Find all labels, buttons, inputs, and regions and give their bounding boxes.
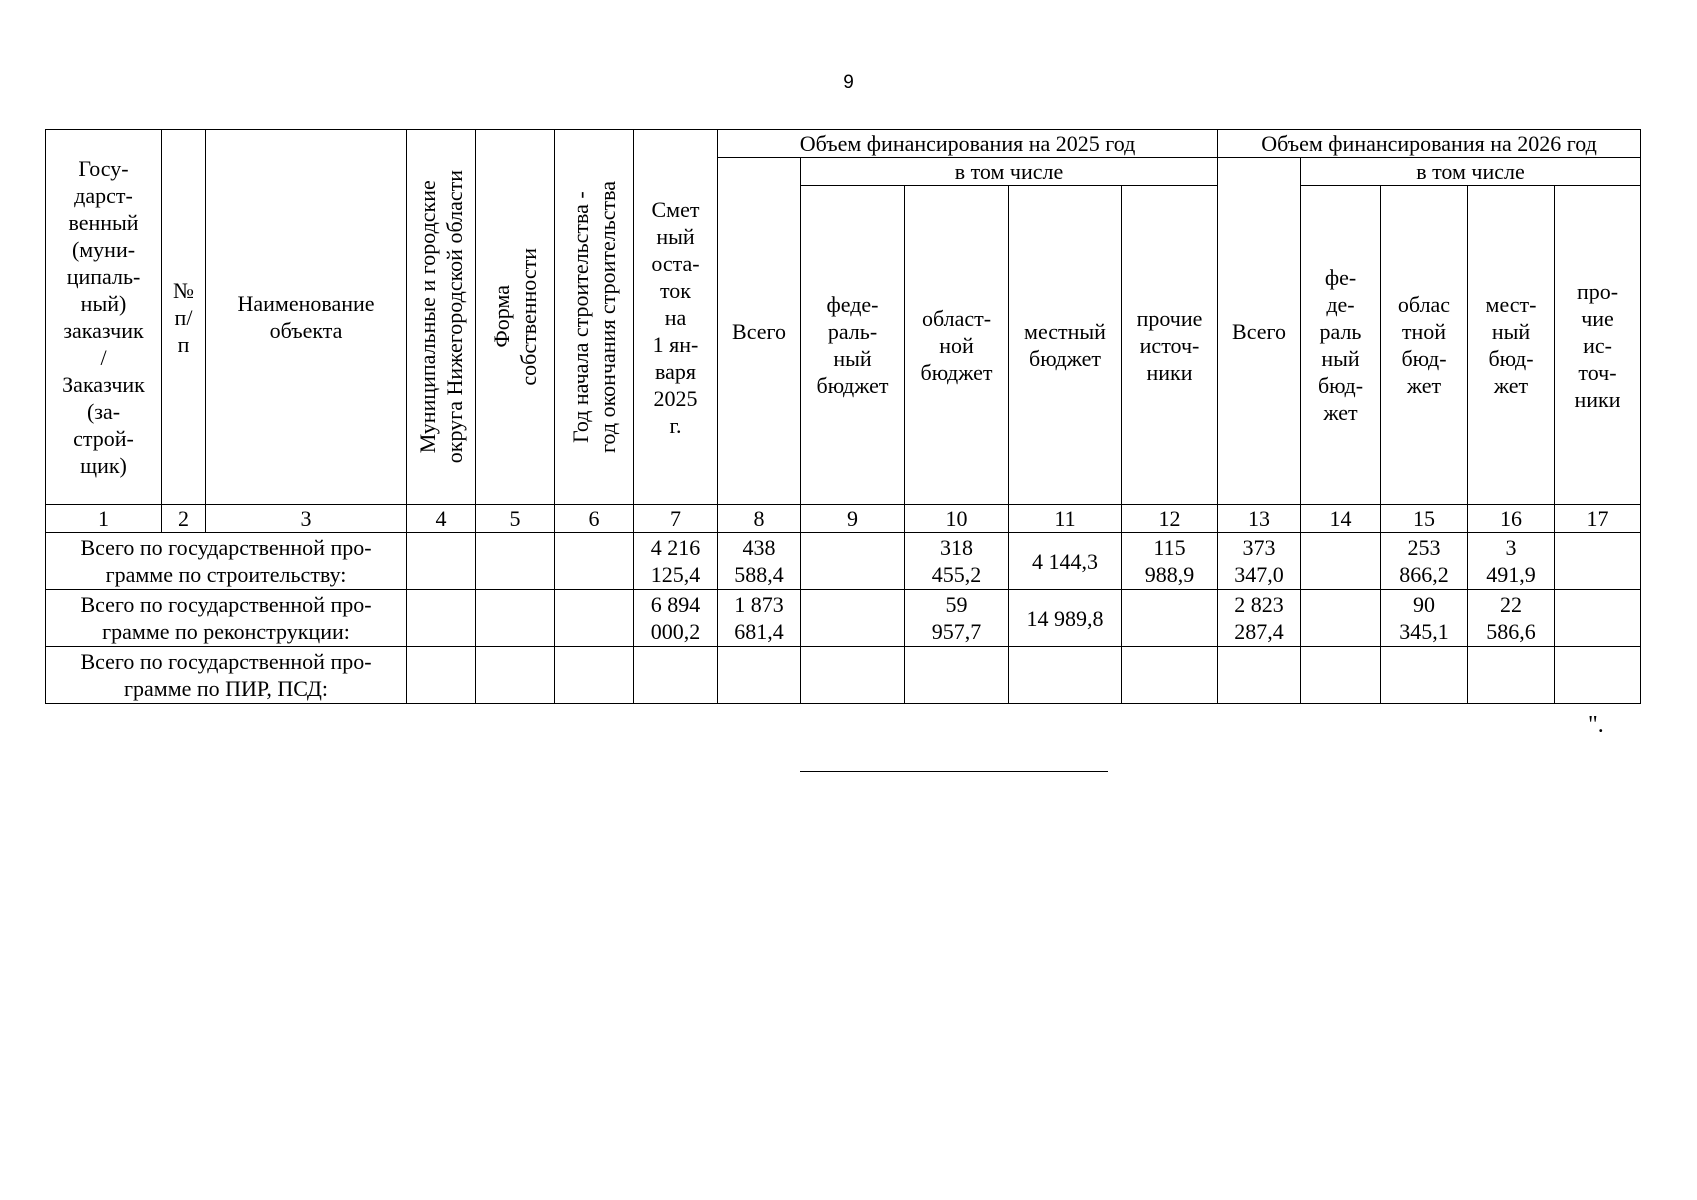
header-total-2026: Всего <box>1218 158 1301 505</box>
table-cell <box>634 647 718 704</box>
table-cell <box>407 647 476 704</box>
table-row-design <box>46 647 1641 704</box>
column-number: 7 <box>634 505 718 533</box>
table-cell: 1 873 681,4 <box>718 590 801 647</box>
header-local-2026: мест- ный бюд- жет <box>1468 186 1555 505</box>
table-cell <box>801 590 905 647</box>
table-cell <box>1301 590 1381 647</box>
table-cell <box>407 533 476 590</box>
column-number: 10 <box>905 505 1009 533</box>
table-cell: 3 491,9 <box>1468 533 1555 590</box>
column-number: 2 <box>162 505 206 533</box>
header-local-2025: местный бюджет <box>1009 186 1122 505</box>
table-cell <box>407 590 476 647</box>
column-number: 15 <box>1381 505 1468 533</box>
page-number: 9 <box>843 72 854 93</box>
column-number: 11 <box>1009 505 1122 533</box>
header-row-1 <box>46 130 1641 158</box>
header-number: № п/ п <box>162 130 206 505</box>
table-cell <box>718 647 801 704</box>
closing-quote: ". <box>1588 712 1604 738</box>
header-object-name: Наименование объекта <box>206 130 407 505</box>
column-number: 6 <box>555 505 634 533</box>
column-number: 13 <box>1218 505 1301 533</box>
table-cell <box>1301 533 1381 590</box>
table-cell: 59 957,7 <box>905 590 1009 647</box>
column-number-row <box>46 505 1641 533</box>
row-label: Всего по государственной про- грамме по строительству: <box>46 533 407 590</box>
header-regional-2025: област- ной бюджет <box>905 186 1009 505</box>
header-other-2025: прочие источ- ники <box>1122 186 1218 505</box>
header-funding-2026: Объем финансирования на 2026 год <box>1218 130 1641 158</box>
table-cell: 4 216 125,4 <box>634 533 718 590</box>
table-row-reconstruction <box>46 590 1641 647</box>
table-cell <box>1301 647 1381 704</box>
table-cell: 373 347,0 <box>1218 533 1301 590</box>
table-cell <box>555 533 634 590</box>
table-cell <box>555 590 634 647</box>
header-construction-years: Год начала строительства - год окончания строительства <box>555 130 634 505</box>
table-cell <box>1009 647 1122 704</box>
header-including-2025: в том числе <box>801 158 1218 186</box>
table-cell: 438 588,4 <box>718 533 801 590</box>
column-number: 12 <box>1122 505 1218 533</box>
header-customer: Госу- дарст- венный (муни- ципаль- ный) заказчик / Заказчик (за- строй- щик) <box>46 130 162 505</box>
column-number: 4 <box>407 505 476 533</box>
table-cell: 6 894 000,2 <box>634 590 718 647</box>
column-number: 17 <box>1555 505 1641 533</box>
column-number: 9 <box>801 505 905 533</box>
table-cell: 4 144,3 <box>1009 533 1122 590</box>
header-municipal-district: Муниципальные и городские округа Нижегородской области <box>407 130 476 505</box>
header-total-2025: Всего <box>718 158 801 505</box>
table-cell <box>1122 647 1218 704</box>
column-number: 16 <box>1468 505 1555 533</box>
header-including-2026: в том числе <box>1301 158 1641 186</box>
table-cell <box>1381 647 1468 704</box>
column-number: 5 <box>476 505 555 533</box>
header-federal-2026: фе- де- раль ный бюд- жет <box>1301 186 1381 505</box>
header-funding-2025: Объем финансирования на 2025 год <box>718 130 1218 158</box>
column-number: 3 <box>206 505 407 533</box>
table-cell: 22 586,6 <box>1468 590 1555 647</box>
row-label: Всего по государственной про- грамме по реконструкции: <box>46 590 407 647</box>
header-other-2026: про- чие ис- точ- ники <box>1555 186 1641 505</box>
table-cell <box>801 647 905 704</box>
table-cell <box>1218 647 1301 704</box>
table-cell <box>476 590 555 647</box>
table-cell: 115 988,9 <box>1122 533 1218 590</box>
header-ownership-form: Форма собственности <box>476 130 555 505</box>
table-cell: 2 823 287,4 <box>1218 590 1301 647</box>
row-label: Всего по государственной про- грамме по ПИР, ПСД: <box>46 647 407 704</box>
table-cell <box>1122 590 1218 647</box>
financing-table <box>45 129 1641 704</box>
header-federal-2025: феде- раль- ный бюджет <box>801 186 905 505</box>
table-cell: 90 345,1 <box>1381 590 1468 647</box>
table-cell: 318 455,2 <box>905 533 1009 590</box>
header-estimate-balance: Смет ный оста- ток на 1 ян- варя 2025 г. <box>634 130 718 505</box>
column-number: 8 <box>718 505 801 533</box>
table-cell <box>1555 590 1641 647</box>
column-number: 14 <box>1301 505 1381 533</box>
bottom-divider <box>800 771 1108 772</box>
table-cell <box>905 647 1009 704</box>
column-number: 1 <box>46 505 162 533</box>
table-row-construction <box>46 533 1641 590</box>
table-cell <box>801 533 905 590</box>
table-cell <box>476 647 555 704</box>
table-cell <box>1555 647 1641 704</box>
table-cell: 253 866,2 <box>1381 533 1468 590</box>
table-cell <box>1555 533 1641 590</box>
header-regional-2026: облас тной бюд- жет <box>1381 186 1468 505</box>
table-cell <box>555 647 634 704</box>
table-cell <box>1468 647 1555 704</box>
table-cell: 14 989,8 <box>1009 590 1122 647</box>
table-cell <box>476 533 555 590</box>
